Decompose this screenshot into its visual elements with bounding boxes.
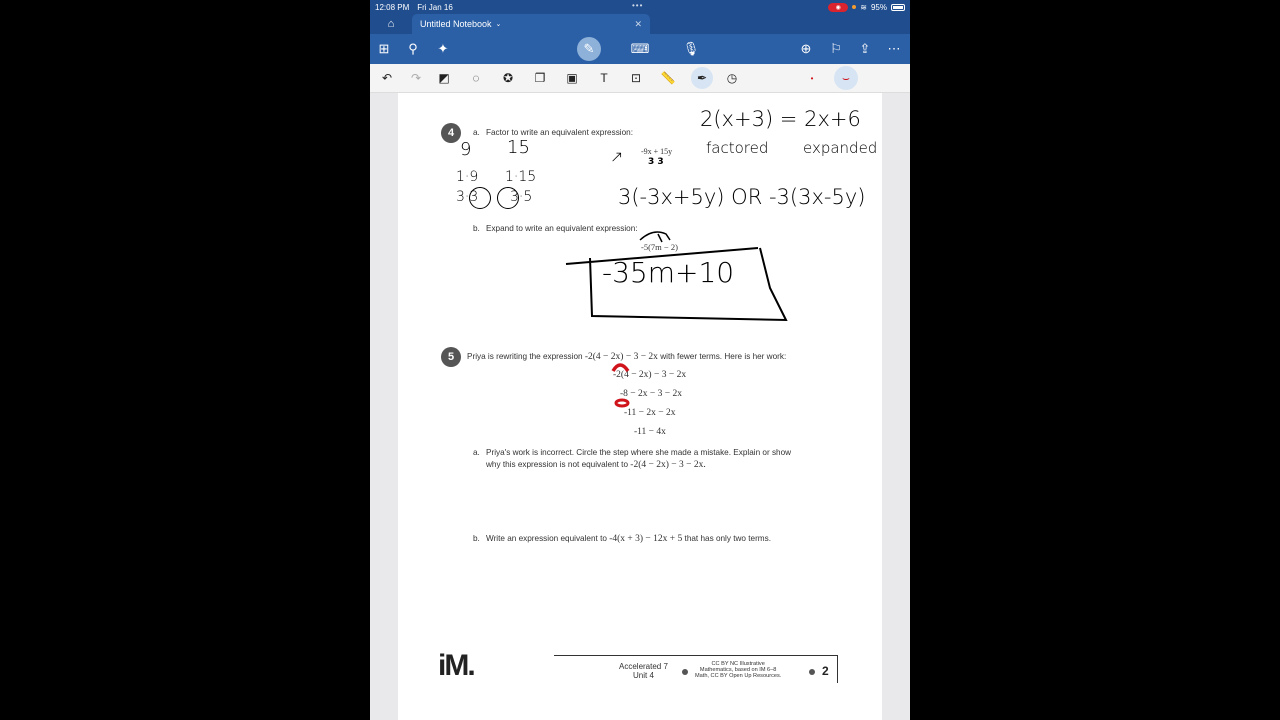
notebook-canvas[interactable] — [370, 93, 910, 720]
p5-step-4: -11 − 4x — [634, 427, 666, 437]
ink-nine: 9 — [460, 139, 472, 160]
color-dot-red[interactable]: • — [810, 73, 814, 83]
battery-icon — [891, 4, 905, 11]
p5-step-1: -2(4 − 2x) − 3 − 2x — [613, 370, 687, 380]
wifi-icon: ≋ — [860, 2, 867, 12]
lasso-icon[interactable]: ◌ — [472, 71, 480, 85]
home-icon: ⌂ — [387, 18, 395, 30]
grid-icon[interactable]: ⊞ — [378, 41, 390, 56]
ink-eq-top: 2(x+3) = 2x+6 — [700, 107, 861, 131]
worksheet-page[interactable] — [398, 93, 882, 720]
ink-factor-9: 1·9 — [456, 169, 479, 185]
ink-answer-a: 3(-3x+5y) OR -3(3x-5y) — [618, 185, 866, 209]
home-button[interactable] — [370, 14, 412, 34]
p5-intro-expression: -2(4 − 2x) − 3 − 2x — [584, 352, 658, 362]
bookmark-icon[interactable]: ⚐ — [830, 41, 842, 56]
p5b-prompt — [486, 534, 771, 544]
license-line-1: CC BY NC Illustrative — [711, 661, 765, 667]
ink-circle-a — [469, 187, 491, 209]
p4b-prompt: Expand to write an equivalent expression: — [486, 224, 638, 233]
license-line-3: Math, CC BY Open Up Resources. — [695, 673, 782, 679]
tab-untitled-notebook[interactable] — [412, 14, 650, 34]
ink-factor-15: 1·15 — [505, 169, 537, 185]
footer-unit: Unit 4 — [633, 671, 654, 680]
ink-fifteen: 15 — [507, 137, 530, 158]
status-bar — [370, 0, 910, 14]
ink-prime-9: 3·3 — [456, 189, 479, 205]
ink-circle-b — [497, 187, 519, 209]
scan-icon[interactable]: ⊡ — [630, 71, 642, 85]
multitask-dots-icon[interactable]: ••• — [632, 1, 644, 10]
p4a-expression: -9x + 15y — [641, 147, 673, 156]
p4b-expression: -5(7m − 2) — [641, 242, 678, 252]
p5a-line1: Priya's work is incorrect. Circle the step where she made a mistake. Explain or show — [486, 448, 792, 457]
image-icon[interactable]: ▣ — [566, 71, 578, 85]
p5b-expression: -4(x + 3) − 12x + 5 — [609, 534, 683, 544]
main-toolbar — [370, 34, 910, 64]
tool-ribbon — [370, 64, 910, 93]
elements-icon[interactable]: ❐ — [534, 71, 546, 85]
share-icon[interactable]: ⇪ — [859, 41, 871, 56]
textbox-icon[interactable]: T — [600, 71, 608, 85]
footer-license — [695, 661, 781, 679]
screen-recording-icon[interactable]: ◉ — [828, 3, 848, 12]
chevron-down-icon[interactable]: ⌄ — [495, 21, 502, 28]
footer-dot — [682, 669, 688, 675]
p4a-label: a. — [473, 128, 480, 137]
battery-percent: 95% — [870, 2, 887, 12]
more-icon[interactable]: ⋯ — [887, 41, 901, 56]
shapes-icon[interactable]: ◩ — [438, 71, 450, 85]
ruler-icon[interactable]: 📏 — [660, 71, 676, 85]
ink-expanded: expanded — [803, 139, 878, 157]
p4b-label: b. — [473, 224, 480, 233]
sticker-icon[interactable]: ✪ — [502, 71, 514, 85]
footer-dot-2 — [809, 669, 815, 675]
p5a-line2 — [486, 460, 706, 470]
p5-step-3: -11 − 2x − 2x — [624, 408, 676, 418]
close-tab-icon[interactable]: ✕ — [634, 18, 642, 29]
problem-number-4: 4 — [441, 123, 461, 143]
ink-denominators: 3 3 — [648, 157, 664, 167]
p5a-label: a. — [473, 448, 480, 457]
redo-icon[interactable]: ↷ — [410, 71, 422, 85]
search-icon[interactable]: ⚲ — [408, 41, 418, 56]
ai-sparkle-icon[interactable]: ✦ — [437, 41, 449, 56]
p5-intro-text: Priya is rewriting the expression — [467, 352, 585, 361]
p5b-text-end: that has only two terms. — [682, 534, 772, 543]
ink-answer-b: -35m+10 — [602, 256, 735, 289]
problem-number-5: 5 — [441, 347, 461, 367]
im-logo: iM. — [438, 649, 474, 682]
tab-title: Untitled Notebook — [420, 19, 492, 29]
p5b-text: Write an expression equivalent to — [486, 534, 610, 543]
add-page-icon[interactable]: ⊕ — [800, 41, 812, 56]
p5-intro-text-end: with fewer terms. Here is her work: — [657, 352, 787, 361]
status-date: Fri Jan 16 — [417, 2, 453, 12]
timer-icon[interactable]: ◷ — [726, 71, 738, 85]
pen-icon[interactable]: ✎ — [577, 37, 601, 61]
red-ink-marks — [608, 357, 638, 412]
microphone-icon[interactable]: 🎙 — [682, 41, 700, 56]
page-number: 2 — [822, 664, 829, 678]
notes-app — [370, 0, 910, 720]
p5-step-2: -8 − 2x − 3 − 2x — [620, 389, 682, 399]
highlighter-red-selected[interactable]: ⌣ — [834, 66, 858, 90]
status-time: 12:08 PM — [375, 2, 410, 12]
keyboard-icon[interactable]: ⌨ — [630, 41, 650, 56]
mic-indicator-icon — [852, 5, 856, 9]
p5a-line2-text: why this expression is not equivalent to — [486, 460, 631, 469]
ink-arrow: ↗ — [610, 147, 624, 166]
footer-course — [619, 662, 668, 680]
license-line-2: Mathematics, based on IM 6–8 — [699, 667, 777, 673]
footer-rule-vertical — [837, 655, 838, 683]
p4a-prompt: Factor to write an equivalent expression: — [486, 128, 633, 137]
ink-factored: factored — [706, 139, 769, 157]
footer-course-name: Accelerated 7 — [619, 662, 668, 671]
footer-rule — [554, 655, 838, 656]
tab-bar — [370, 14, 910, 34]
undo-icon[interactable]: ↶ — [381, 71, 393, 85]
ink-prime-15: 3·5 — [510, 189, 533, 205]
p5a-expression: -2(4 − 2x) − 3 − 2x. — [630, 460, 706, 470]
laser-pointer-icon[interactable]: ✒ — [691, 67, 713, 89]
p5b-label: b. — [473, 534, 480, 543]
